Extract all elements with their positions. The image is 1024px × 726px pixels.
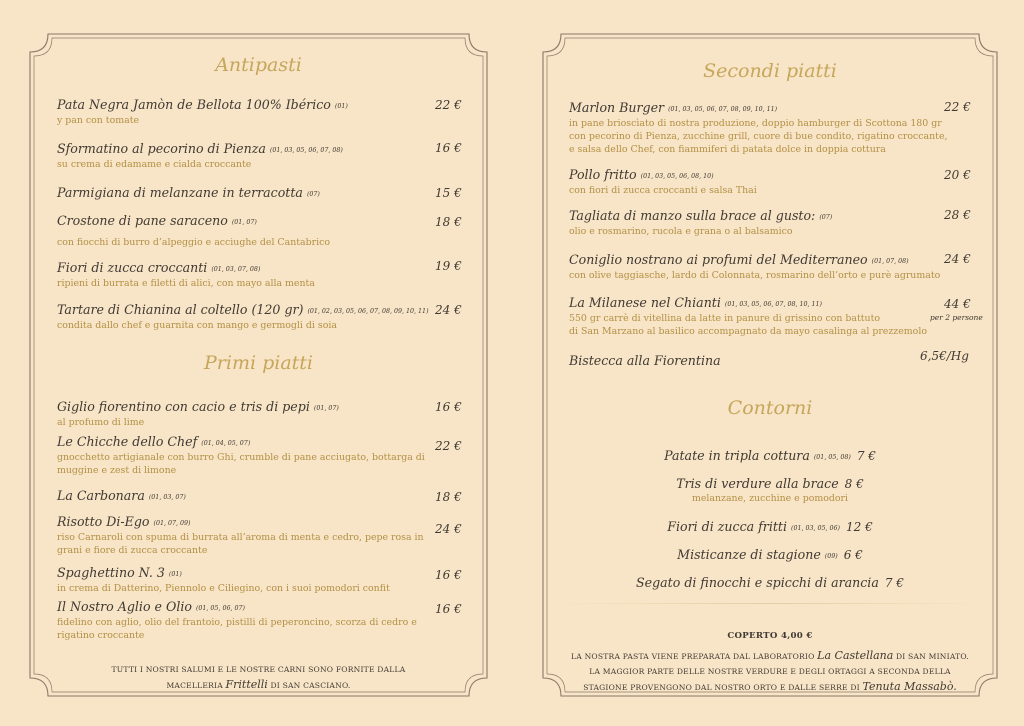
divider-line [561,603,979,604]
primi-title: Primi piatti [204,352,313,374]
menu-item [57,97,348,127]
dish-description: gnocchetto artigianale con burro Ghi, crumble di pane acciugato, bottarga di [57,452,425,463]
dish-name: Patate in tripla cottura [664,448,810,463]
menu-item [539,544,1001,563]
menu-item [569,252,940,282]
dish-price: 22 € [944,100,971,114]
dish-description: rigatino croccante [57,630,145,641]
allergen-codes: (01, 07) [313,405,339,412]
dish-price: 20 € [944,168,971,182]
allergen-codes: (09) [824,553,838,560]
dish-price: 7 € [884,576,904,590]
allergen-codes: (01, 07) [231,219,257,226]
allergen-codes: (01, 03, 05, 06, 07, 08) [269,147,343,154]
allergen-codes: (07) [819,214,833,221]
menu-item [57,399,339,429]
dish-name: Tartare di Chianina al coltello (120 gr) [57,302,304,317]
dish-price: 18 € [435,215,462,229]
dish-name: La Carbonara [57,488,145,503]
dish-description: y pan con tomate [57,115,140,126]
dish-name: Segato di finocchi e spicchi di arancia [636,575,879,590]
dish-price: 15 € [435,186,462,200]
dish-description: con fiori di zucca croccanti e salsa Thai [569,185,757,196]
right-footer-note [539,648,1001,695]
dish-price: 16 € [435,141,462,155]
menu-item [539,572,1001,591]
dish-name: Sformatino al pecorino di Pienza [57,141,266,156]
dish-name: Crostone di pane saraceno [57,213,228,228]
menu-item [539,473,1001,505]
dish-name: Pollo fritto [569,167,637,182]
menu-item [57,185,320,202]
menu-item [569,295,927,338]
dish-price: 28 € [944,208,971,222]
dish-description: fidelino con aglio, olio del frantoio, pistilli di peperoncino, scorza di cedro e [57,617,417,628]
menu-item [539,516,1001,535]
dish-description: di San Marzano al basilico accompagnato da mayo casalinga al prezzemolo [569,326,927,337]
dish-price: 8 € [844,477,864,491]
allergen-codes: (01, 03, 05, 06, 08, 10) [640,173,714,180]
butcher-brand: Frittelli [225,678,268,691]
contorni-title: Contorni [727,397,813,419]
allergen-codes: (01) [168,571,182,578]
menu-item [57,514,424,557]
allergen-codes: (01, 03, 05, 06) [791,525,840,532]
allergen-codes: (01, 07, 09) [153,520,191,527]
allergen-codes: (01, 05, 06, 07) [195,605,245,612]
menu-item [57,599,417,642]
dish-description: e salsa dello Chef, con fiammiferi di patata dolce in doppia cottura [569,144,886,155]
dish-name: Parmigiana di melanzane in terracotta [57,185,303,200]
dish-name: Coniglio nostrano ai profumi del Mediterraneo [569,252,868,267]
allergen-codes: (01, 03, 05, 06, 07, 08, 10, 11) [724,301,822,308]
estate-brand: Tenuta Massabò. [862,680,957,693]
menu-item [57,302,429,332]
menu-item [569,353,721,368]
dish-name: Fiori di zucca fritti [667,519,787,534]
menu-item [539,445,1001,464]
dish-description: con fiocchi di burro d’alpeggio e acciughe del Cantabrico [57,237,330,248]
menu-item [57,565,390,595]
allergen-codes: (01, 02, 03, 05, 06, 07, 08, 09, 10, 11) [307,308,429,315]
dish-price: 6,5€/Hg [920,349,969,363]
secondi-title: Secondi piatti [703,60,837,82]
dish-name: Il Nostro Aglio e Olio [57,599,192,614]
dish-description: in crema di Datterino, Piennolo e Ciliegino, con i suoi pomodori confit [57,583,390,594]
dish-description: muggine e zest di limone [57,465,177,476]
menu-item [57,213,330,249]
dish-price: 44 € [944,297,971,311]
dish-description: olio e rosmarino, rucola e grana o al balsamico [569,226,793,237]
antipasti-title: Antipasti [215,54,302,76]
dish-description: con pecorino di Pienza, zucchine grill, cuore di bue condito, rigatino croccante, [569,131,948,142]
allergen-codes: (07) [306,191,320,198]
cover-charge: COPERTO 4,00 € [727,631,813,641]
dish-description: 550 gr carrè di vitellina da latte in panure di grissino con battuto [569,313,881,324]
footer-line: LA NOSTRA PASTA VIENE PREPARATA DAL LABORATORIO La Castellana DI SAN MINIATO. [571,649,969,662]
allergen-codes: (01) [334,103,348,110]
dish-price: 24 € [435,522,462,536]
dish-name: Tagliata di manzo sulla brace al gusto: [569,208,816,223]
dish-price: 18 € [435,490,462,504]
dish-name: Marlon Burger [569,100,665,115]
menu-item [569,167,757,197]
portion-note: per 2 persone [930,313,983,322]
dish-price: 22 € [435,439,462,453]
allergen-codes: (01, 03, 05, 06, 07, 08, 09, 10, 11) [668,106,778,113]
menu-item [57,488,186,505]
left-menu-panel [26,30,491,700]
footer-line: STAGIONE PROVENGONO DAL NOSTRO ORTO E DALLE SERRE DI Tenuta Massabò. [583,680,957,693]
menu-item [57,141,343,171]
dish-name: La Milanese nel Chianti [569,295,721,310]
dish-name: Bistecca alla Fiorentina [569,353,721,368]
dish-price: 7 € [856,449,876,463]
menu-item [57,260,315,290]
dish-description: in pane brioscìato di nostra produzione, doppio hamburger di Scottona 180 gr [569,118,942,129]
dish-price: 6 € [843,548,863,562]
dish-price: 16 € [435,568,462,582]
left-footer-note [26,662,491,693]
menu-item [569,208,832,238]
footer-line: MACELLERIA Frittelli DI SAN CASCIANO. [166,678,351,691]
dish-description: al profumo di lime [57,417,145,428]
menu-item [569,100,947,156]
dish-name: Fiori di zucca croccanti [57,260,208,275]
dish-name: Le Chicche dello Chef [57,434,198,449]
allergen-codes: (01, 03, 07, 08) [211,266,261,273]
dish-name: Giglio fiorentino con cacio e tris di pepi [57,399,310,414]
dish-price: 16 € [435,602,462,616]
allergen-codes: (01, 05, 08) [813,454,851,461]
footer-line: LA MAGGIOR PARTE DELLE NOSTRE VERDURE E DEGLI ORTAGGI A SECONDA DELLA [589,667,951,676]
dish-price: 12 € [845,520,873,534]
dish-description: ripieni di burrata e filetti di alici, con mayo alla menta [57,278,315,289]
menu-item [57,434,425,477]
dish-price: 16 € [435,400,462,414]
allergen-codes: (01, 04, 05, 07) [201,440,251,447]
dish-description: grani e fiore di zucca croccante [57,545,208,556]
dish-price: 22 € [435,98,462,112]
dish-description: condita dallo chef e guarnita con mango e germogli di soia [57,320,337,331]
dish-name: Risotto Di-Ego [57,514,150,529]
dish-name: Tris di verdure alla brace [676,476,839,491]
dish-name: Spaghettino N. 3 [57,565,165,580]
dish-price: 24 € [435,303,462,317]
footer-line: TUTTI I NOSTRI SALUMI E LE NOSTRE CARNI SONO FORNITE DALLA [111,665,406,674]
allergen-codes: (01, 07, 08) [871,258,909,265]
dish-name: Misticanze di stagione [677,547,821,562]
allergen-codes: (01, 03, 07) [148,494,186,501]
dish-description: riso Carnaroli con spuma di burrata all’aroma di menta e cedro, pepe rosa in [57,532,424,543]
dish-description: con olive taggiasche, lardo di Colonnata, rosmarino dell’orto e purè agrumato [569,270,941,281]
dish-name: Pata Negra Jamòn de Bellota 100% Ibérico [57,97,331,112]
dish-price: 19 € [435,259,462,273]
dish-price: 24 € [944,252,971,266]
dish-description: su crema di edamame e cialda croccante [57,159,252,170]
pasta-lab-brand: La Castellana [817,649,894,662]
right-menu-panel [539,30,1001,700]
dish-description: melanzane, zucchine e pomodori [691,493,849,504]
